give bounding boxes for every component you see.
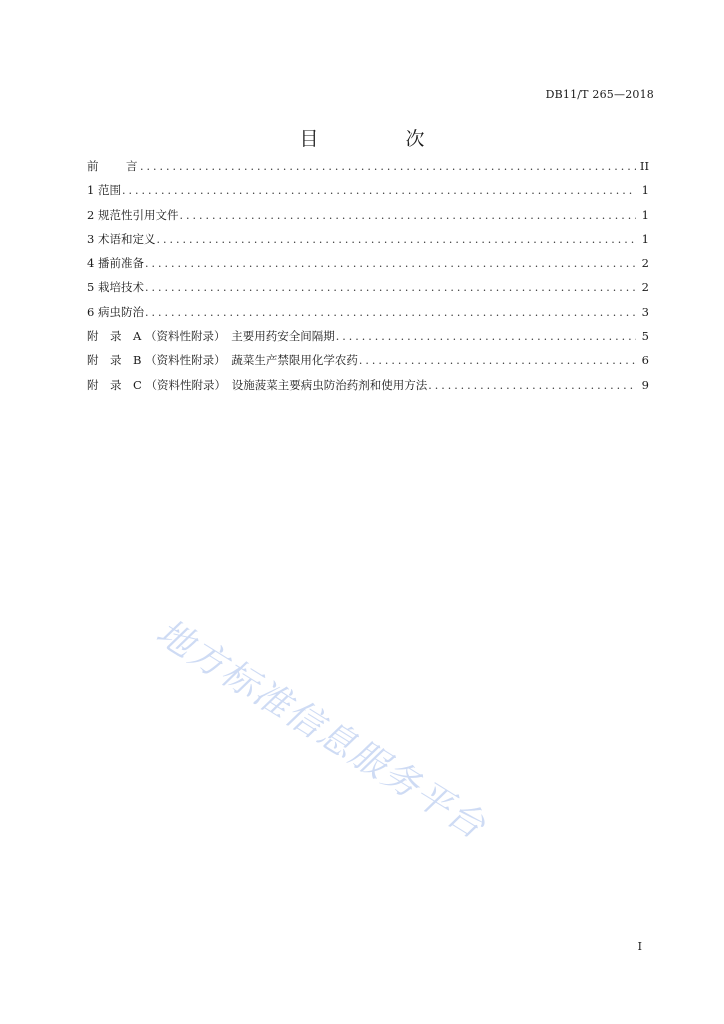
toc-entry-preparation[interactable] (87, 255, 649, 279)
toc-title: 目 次 (299, 128, 459, 150)
dot-leader (140, 159, 636, 175)
dot-leader (359, 353, 636, 369)
toc-entry-page: 2 (641, 256, 649, 271)
toc-entry-appendix-c[interactable] (87, 377, 649, 401)
toc-entry-appendix-b[interactable] (87, 352, 649, 376)
table-of-contents (87, 158, 649, 401)
dot-leader (428, 378, 636, 394)
toc-entry-label: 附 录 A （资料性附录） 主要用药安全间隔期 (87, 329, 335, 344)
toc-entry-label: 6 病虫防治 (87, 304, 144, 319)
toc-entry-page: 6 (641, 353, 649, 368)
toc-entry-page: 1 (641, 231, 649, 246)
toc-entry-label: 1 范围 (87, 183, 121, 198)
dot-leader (179, 208, 636, 224)
toc-entry-page: 1 (641, 207, 649, 222)
toc-entry-scope[interactable] (87, 182, 649, 206)
page-number: I (637, 940, 642, 953)
dot-leader (336, 329, 636, 345)
dot-leader (122, 183, 636, 199)
toc-entry-page: II (639, 159, 649, 173)
toc-entry-label: 附 录 B （资料性附录） 蔬菜生产禁限用化学农药 (87, 353, 358, 368)
dot-leader (145, 280, 636, 296)
toc-entry-page: 1 (641, 183, 649, 198)
toc-entry-label: 5 栽培技术 (87, 280, 144, 295)
toc-entry-label: 前 言 (87, 159, 139, 173)
toc-entry-pest-control[interactable] (87, 304, 649, 328)
dot-leader (145, 256, 636, 272)
toc-entry-cultivation[interactable] (87, 279, 649, 303)
toc-entry-page: 5 (641, 329, 649, 344)
toc-entry-terms[interactable] (87, 231, 649, 255)
toc-entry-label: 2 规范性引用文件 (87, 207, 179, 222)
dot-leader (145, 305, 636, 321)
toc-entry-normative-references[interactable] (87, 207, 649, 231)
toc-entry-page: 3 (641, 304, 649, 319)
toc-entry-appendix-a[interactable] (87, 328, 649, 352)
standard-code: DB11/T 265—2018 (545, 88, 654, 101)
toc-entry-label: 附 录 C （资料性附录） 设施菠菜主要病虫防治药剂和使用方法 (87, 377, 428, 392)
toc-entry-page: 9 (641, 377, 649, 392)
toc-entry-label: 4 播前准备 (87, 256, 144, 271)
toc-entry-page: 2 (641, 280, 649, 295)
toc-entry-foreword[interactable] (87, 158, 649, 182)
watermark: 地方标准信息服务平台 (149, 611, 494, 848)
toc-entry-label: 3 术语和定义 (87, 231, 156, 246)
dot-leader (156, 232, 636, 248)
